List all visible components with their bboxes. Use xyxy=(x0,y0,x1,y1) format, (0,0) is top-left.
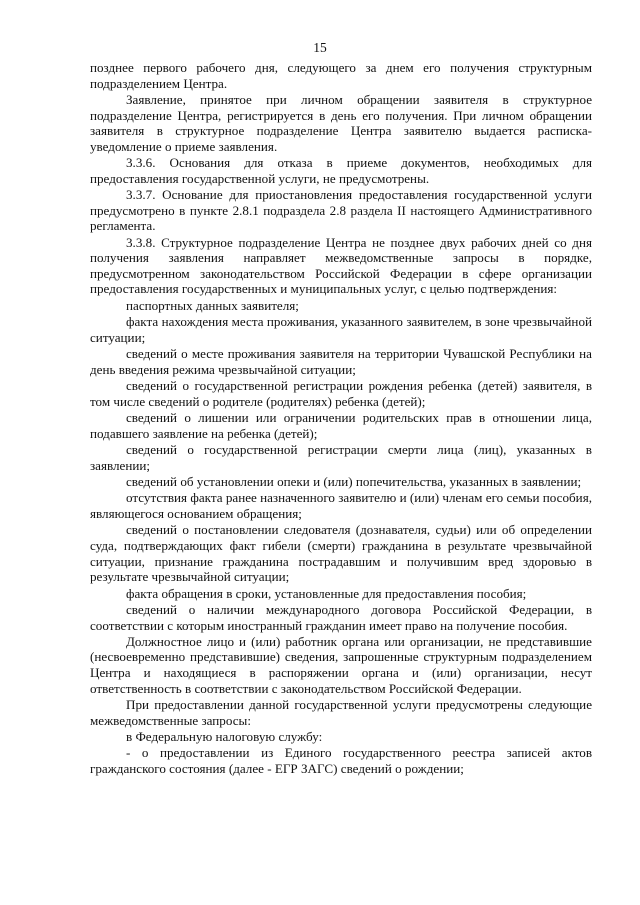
paragraph: сведений о государственной регистрации рождения ребенка (детей) заявителя, в том числе сведений о родителе (родителях) ребенка (детей); xyxy=(90,378,592,409)
paragraph: сведений о государственной регистрации смерти лица (лиц), указанных в заявлении; xyxy=(90,442,592,473)
paragraph: позднее первого рабочего дня, следующего за днем его получения структурным подразделением Центра. xyxy=(90,60,592,91)
paragraph: сведений об установлении опеки и (или) попечительства, указанных в заявлении; xyxy=(126,474,582,490)
paragraph: Заявление, принятое при личном обращении заявителя в структурное подразделение Центра, регистрируется в день его получения. При личном обращении заявителя в структурное подразделение Центра заявителю выдается расписка-уведомление о приеме заявления. xyxy=(90,91,592,154)
paragraph: 3.3.6. Основания для отказа в приеме документов, необходимых для предоставления государственной услуги, не предусмотрены. xyxy=(90,155,592,186)
page-number: 15 xyxy=(313,40,327,55)
paragraph: паспортных данных заявителя; xyxy=(126,297,299,313)
paragraph: сведений о месте проживания заявителя на территории Чувашской Республики на день введения режима чрезвычайной ситуации; xyxy=(90,346,592,377)
document-body xyxy=(90,60,592,777)
paragraph: в Федеральную налоговую службу: xyxy=(126,729,323,744)
paragraph: 3.3.7. Основание для приостановления предоставления государственной услуги предусмотрено в пункте 2.8.1 подраздела 2.8 раздела II настоящего Административного регламента. xyxy=(90,187,592,234)
paragraph: сведений о лишении или ограничении родительских прав в отношении лица, подавшего заявление на ребенка (детей); xyxy=(90,410,592,441)
paragraph: При предоставлении данной государственной услуги предусмотрены следующие межведомственные запросы: xyxy=(90,697,592,728)
paragraph: Должностное лицо и (или) работник органа или организации, не представившие (несвоевременно представившие) сведения, запрошенные структурным подразделением Центра и находящиеся в распоряжении органа и (или) организации, несут ответственность в соответствии с законодательством Российской Федерации. xyxy=(90,633,592,696)
paragraph: факта обращения в сроки, установленные для предоставления пособия; xyxy=(126,585,527,601)
paragraph: сведений о наличии международного договора Российской Федерации, в соответствии с которым иностранный гражданин имеет право на получение пособия. xyxy=(90,601,592,633)
paragraph: 3.3.8. Структурное подразделение Центра не позднее двух рабочих дней со дня получения заявления направляет межведомственные запросы в порядке, предусмотренном законодательством Российской Федерации в сфере организации предоставления государственных и муниципальных услуг, с целью подтверждения: xyxy=(90,234,592,297)
paragraph: - о предоставлении из Единого государственного реестра записей актов гражданского состояния (далее - ЕГР ЗАГС) сведений о рождении; xyxy=(90,745,592,776)
paragraph: сведений о постановлении следователя (дознавателя, судьи) или об определении суда, подтверждающих факт гибели (смерти) гражданина в результате чрезвычайной ситуации, признание гражданина пострадавшим и получившим вред здоровью в результате чрезвычайной ситуации; xyxy=(90,522,592,585)
paragraph: отсутствия факта ранее назначенного заявителю и (или) членам его семьи пособия, являющегося основанием обращения; xyxy=(90,490,592,521)
paragraph: факта нахождения места проживания, указанного заявителем, в зоне чрезвычайной ситуации; xyxy=(90,314,592,345)
